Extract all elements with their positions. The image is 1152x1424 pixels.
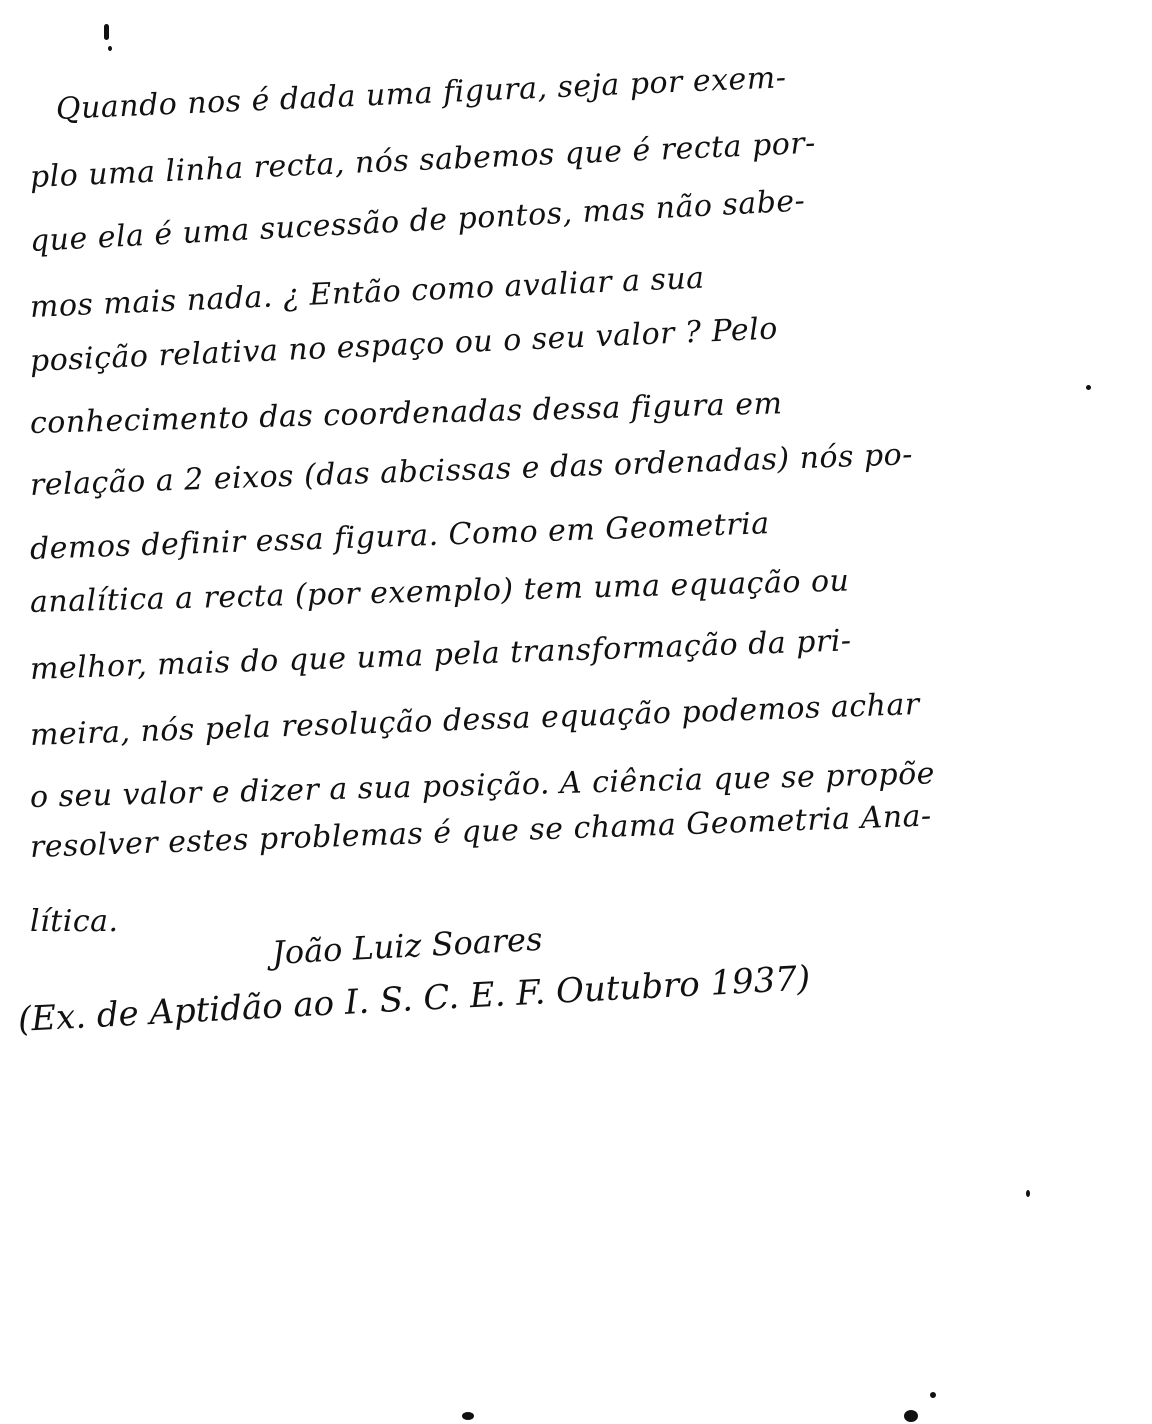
text-line-3: que ela é uma sucessão de pontos, mas não sabe-	[29, 183, 807, 259]
text-line-11: meira, nós pela resolução dessa equação podemos achar	[29, 686, 921, 753]
scan-speck	[904, 1410, 918, 1422]
scan-speck	[104, 24, 109, 40]
text-line-4: mos mais nada. ¿ Então como avaliar a sua	[29, 260, 706, 325]
text-line-14: lítica.	[30, 904, 119, 939]
exam-footer-note: (Ex. de Aptidão ao I. S. C. E. F. Outubro 1937)	[16, 958, 812, 1040]
text-line-6: conhecimento das coordenadas dessa figura em	[29, 386, 783, 441]
scan-speck	[462, 1412, 474, 1420]
text-line-1: Quando nos é dada uma figura, seja por exem-	[55, 60, 788, 127]
text-line-9: analítica a recta (por exemplo) tem uma equação ou	[29, 563, 850, 620]
text-line-2: plo uma linha recta, nós sabemos que é recta por-	[29, 125, 817, 195]
scan-speck	[1086, 385, 1091, 390]
text-line-5: posição relativa no espaço ou o seu valor ? Pelo	[29, 311, 779, 379]
text-line-12: o seu valor e dizer a sua posição. A ciência que se propõe	[29, 756, 936, 815]
text-line-13: resolver estes problemas é que se chama Geometria Ana-	[29, 798, 933, 865]
scan-speck	[108, 46, 112, 51]
text-line-10: melhor, mais do que uma pela transformação da pri-	[29, 623, 853, 687]
text-line-7: relação a 2 eixos (das abcissas e das ordenadas) nós po-	[29, 437, 914, 503]
scan-speck	[1026, 1190, 1030, 1197]
text-line-8: demos definir essa figura. Como em Geometria	[29, 506, 771, 567]
author-signature: João Luiz Soares	[271, 919, 544, 972]
scan-speck	[930, 1392, 936, 1398]
